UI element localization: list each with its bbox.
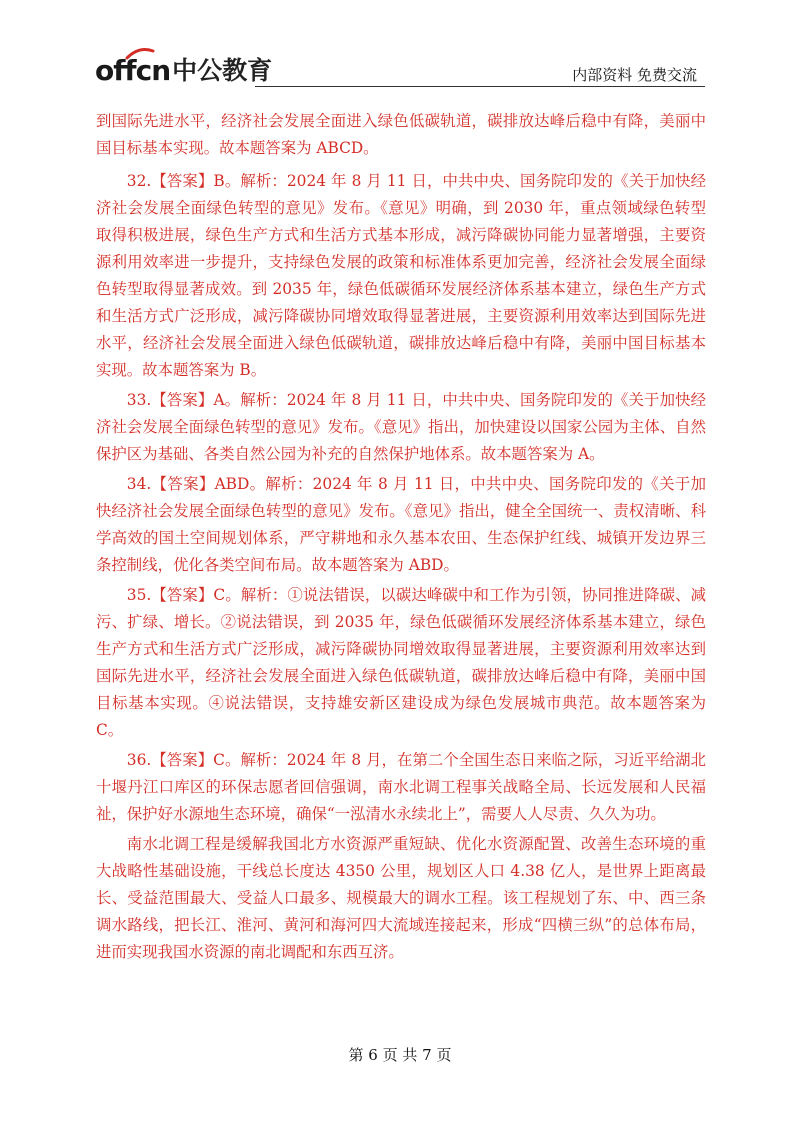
page-number: 第 6 页 共 7 页 (348, 1046, 452, 1064)
south-north-water-paragraph: 南水北调工程是缓解我国北方水资源严重短缺、优化水资源配置、改善生态环境的重大战略性基础设施，干线总长度达 4350 公里，规划区人口 4.38 亿人，是世界上距离最长、受益范围最大、受益人口最多、规模最大的调水工程。该工程规划了东、中、西三条调水路线，把长江、淮河、黄河和海河四大流域连接起来，形成“四横三纵”的总体布局，进而实现我国水资源的南北调配和东西互济。 (96, 835, 706, 961)
answer-36-paragraph: 36.【答案】C。解析：2024 年 8 月，在第二个全国生态日来临之际，习近平给湖北十堰丹江口库区的环保志愿者回信强调，南水北调工程事关战略全局、长远发展和人民福祉，保护好水源地生态环境，确保“一泓清水永续北上”，需要人人尽责、久久为功。 (96, 751, 706, 823)
offcn-logo (95, 52, 272, 88)
document-body (96, 108, 706, 969)
answer-35-paragraph: 35.【答案】C。解析：①说法错误，以碳达峰碳中和工作为引领，协同推进降碳、减污、扩绿、增长。②说法错误，到 2035 年，绿色低碳循环发展经济体系基本建立，绿色生产方式和生活方式广泛形成，减污降碳协同增效取得显著进展，主要资源利用效率达到国际先进水平，经济社会发展全面进入绿色低碳轨道，碳排放达峰后稳中有降，美丽中国目标基本实现。④说法错误，支持雄安新区建设成为绿色发展城市典范。故本题答案为 C。 (96, 586, 706, 739)
answer-33-paragraph: 33.【答案】A。解析：2024 年 8 月 11 日，中共中央、国务院印发的《关于加快经济社会发展全面绿色转型的意见》发布。《意见》指出，加快建设以国家公园为主体、自然保护区为基础、各类自然公园为补充的自然保护地体系。故本题答案为 A。 (96, 391, 706, 463)
header-divider (255, 86, 705, 87)
logo-chinese-text: 中公教育 (172, 56, 273, 85)
answer-32-paragraph: 32.【答案】B。解析：2024 年 8 月 11 日，中共中央、国务院印发的《关于加快经济社会发展全面绿色转型的意见》发布。《意见》明确，到 2030 年，重点领域绿色转型取得积极进展，绿色生产方式和生活方式基本形成，减污降碳协同能力显著增强，主要资源利用效率进一步提升，支持绿色发展的政策和标准体系更加完善，经济社会发展全面绿色转型取得显著成效。到 2035 年，绿色低碳循环发展经济体系基本建立，绿色生产方式和生活方式广泛形成，减污降碳协同增效取得显著进展，主要资源利用效率达到国际先进水平，经济社会发展全面进入绿色低碳轨道，碳排放达峰后稳中有降，美丽中国目标基本实现。故本题答案为 B。 (96, 172, 706, 379)
logo-swoosh-icon (125, 48, 155, 60)
answer-34-paragraph: 34.【答案】ABD。解析：2024 年 8 月 11 日，中共中央、国务院印发的《关于加快经济社会发展全面绿色转型的意见》发布。《意见》指出，健全全国统一、责权清晰、科学高效的国土空间规划体系，严守耕地和永久基本农田、生态保护红线、城镇开发边界三条控制线，优化各类空间布局。故本题答案为 ABD。 (96, 475, 706, 574)
header-label: 内部资料 免费交流 (572, 66, 697, 84)
paragraph-continued: 到国际先进水平，经济社会发展全面进入绿色低碳轨道，碳排放达峰后稳中有降，美丽中国目标基本实现。故本题答案为 ABCD。 (96, 112, 706, 157)
logo-latin-text: offcn (95, 54, 171, 87)
page-header (95, 52, 705, 88)
